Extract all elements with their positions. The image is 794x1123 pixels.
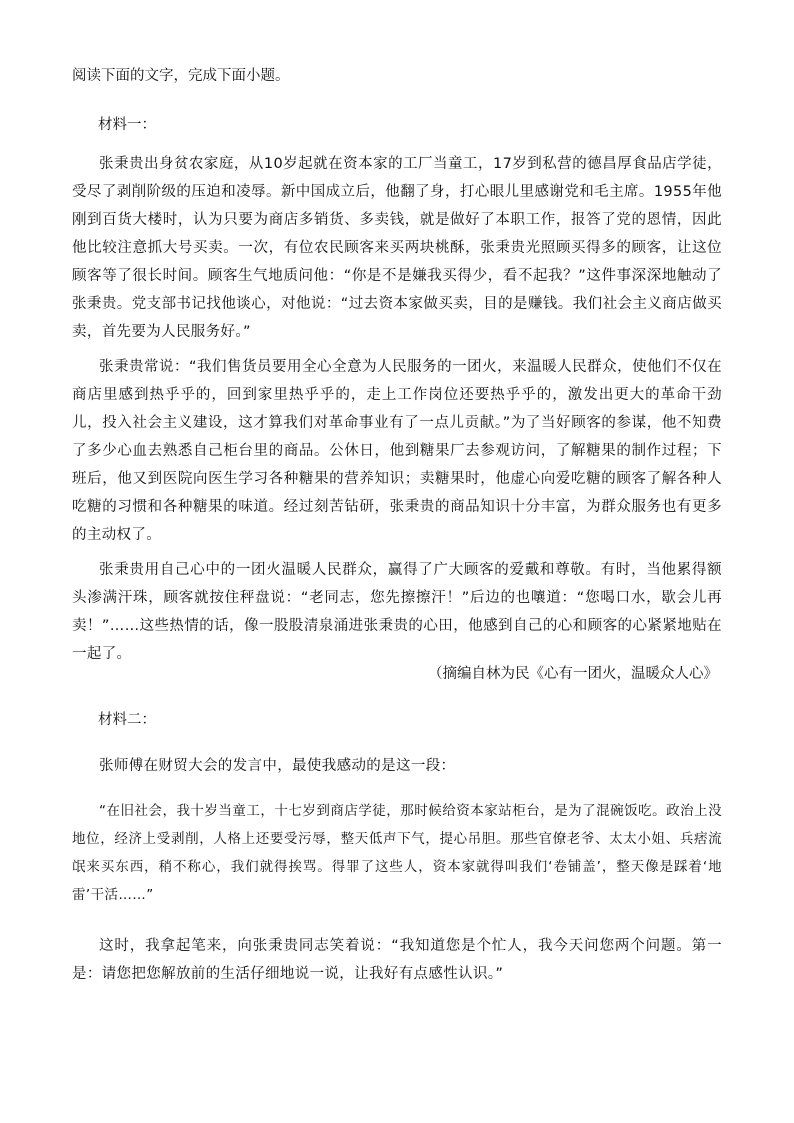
material1-paragraph-2: 张秉贵常说：“我们售货员要用全心全意为人民服务的一团火，来温暖人民群众，使他们不仅在商店里感到热乎乎的，回到家里热乎乎的，走上工作岗位还要热乎乎的，激发出更大的革命干劲儿，投入社会主义建设，这才算我们对革命事业有了一点儿贡献。”为了当好顾客的参谋，他不知费了多少心血去熟悉自己柜台里的商品。公休日，他到糖果厂去参观访问，了解糖果的制作过程；下班后，他又到医院向医生学习各种糖果的营养知识；卖糖果时，他虚心向爱吃糖的顾客了解各种人吃糖的习惯和各种糖果的味道。经过刻苦钻研，张秉贵的商品知识十分丰富，为群众服务也有更多的主动权了。 xyxy=(72,359,722,543)
material1-paragraph-3: 张秉贵用自己心中的一团火温暖人民群众，赢得了广大顾客的爱戴和尊敬。有时，当他累得额头渗满汗珠，顾客就按住秤盘说：“老同志，您先擦擦汗！”后边的也嚷道：“您喝口水，歇会儿再卖！”……这些热情的话，像一股股清泉涌进张秉贵的心田，他感到自己的心和顾客的心紧紧地贴在一起了。 xyxy=(72,562,722,662)
material2-closing: 这时，我拿起笔来，向张秉贵同志笑着说：“我知道您是个忙人，我今天问您两个问题。第一是：请您把您解放前的生活仔细地说一说，让我好有点感性认识。” xyxy=(72,938,722,982)
material1-heading: 材料一： xyxy=(98,117,156,133)
material1-paragraph-1: 张秉贵出身贫农家庭，从10岁起就在资本家的工厂当童工，17岁到私营的德昌厚食品店学徒，受尽了剥削阶级的压迫和凌辱。新中国成立后，他翻了身，打心眼儿里感谢党和毛主席。1955年他刚到百货大楼时，认为只要为商店多销货、多卖钱，就是做好了本职工作，报答了党的恩情，因此他比较注意抓大号买卖。一次，有位农民顾客来买两块桃酥，张秉贵光照顾买得多的顾客，让这位顾客等了很长时间。顾客生气地质问他：“你是不是嫌我买得少，看不起我？”这件事深深地触动了张秉贵。党支部书记找他谈心，对他说：“过去资本家做买卖，目的是赚钱。我们社会主义商店做买卖，首先要为人民服务好。” xyxy=(72,156,722,340)
material1-source-citation: （摘编自林为民《心有一团火，温暖众人心》 xyxy=(428,666,718,682)
material2-quote: “在旧社会，我十岁当童工，十七岁到商店学徒，那时候给资本家站柜台，是为了混碗饭吃。政治上没地位，经济上受剥削，人格上还要受污辱，整天低声下气，提心吊胆。那些官僚老爷、太太小姐、兵痞流氓来买东西，稍不称心，我们就得挨骂。得罪了这些人，资本家就得叫我们‘卷铺盖’，整天像是踩着‘地雷’干活……” xyxy=(72,803,722,903)
reading-instruction: 阅读下面的文字，完成下面小题。 xyxy=(72,68,290,84)
material2-heading: 材料二： xyxy=(98,712,156,728)
material2-intro: 张师傅在财贸大会的发言中，最使我感动的是这一段： xyxy=(99,758,456,774)
